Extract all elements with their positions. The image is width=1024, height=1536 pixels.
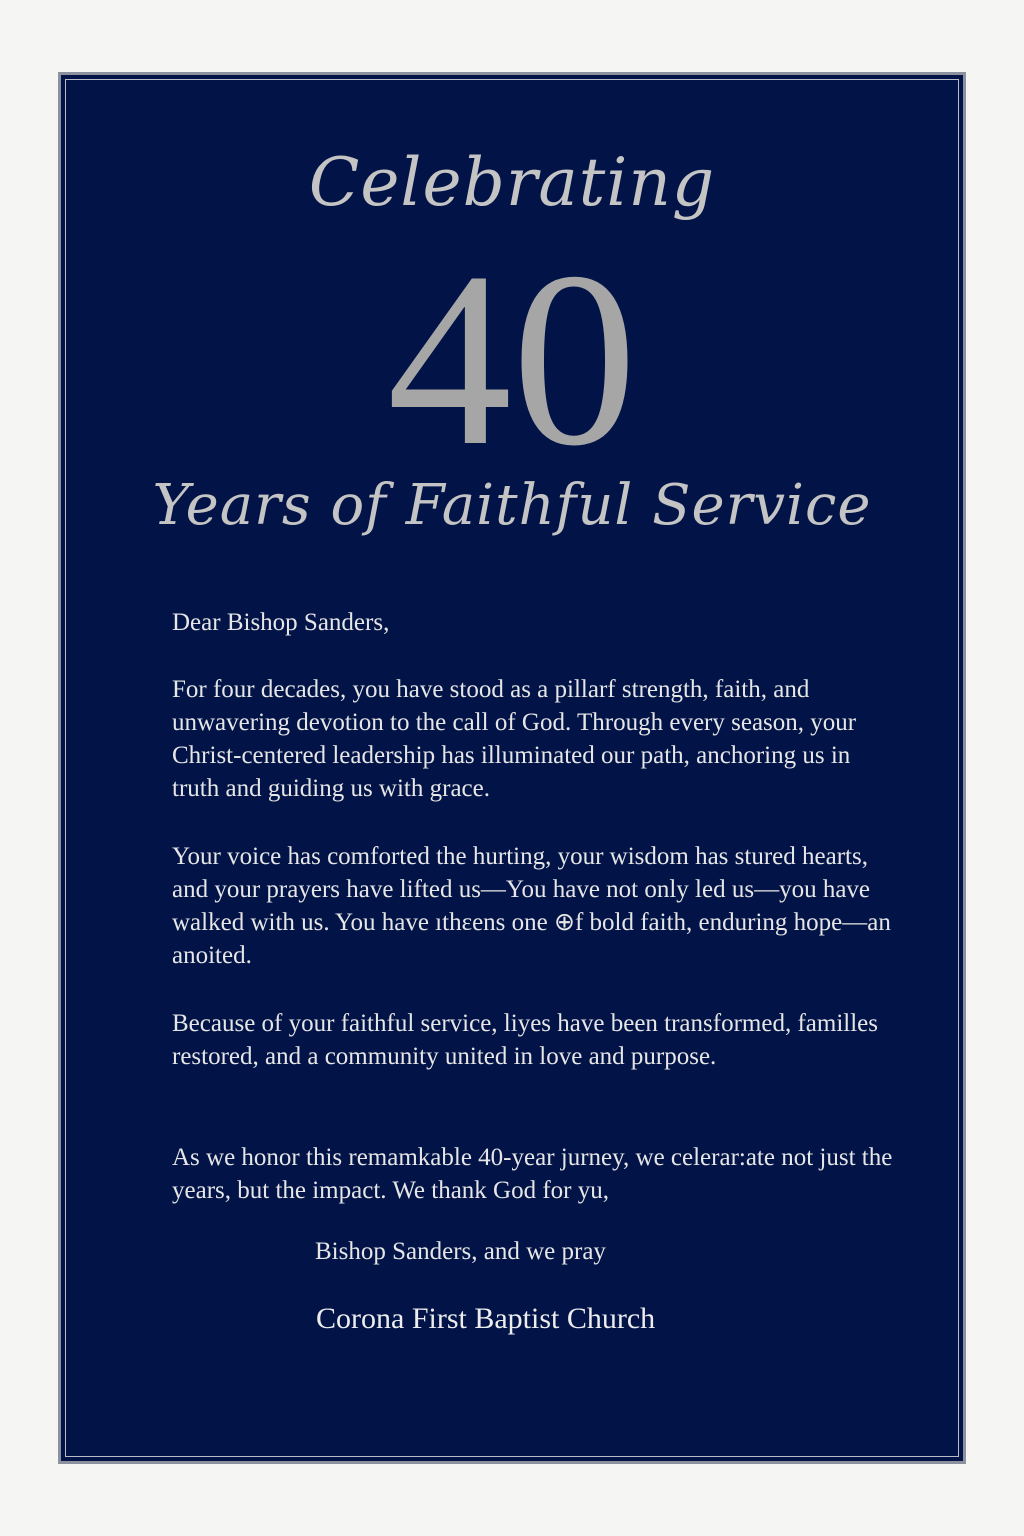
title-anniversary-number: 40: [387, 221, 637, 498]
letter-salutation: Dear Bishop Sanders,: [172, 609, 390, 636]
letter-paragraph-4: As we honor this remamkable 40-year jurney, we celerar:ate not just the years, but the impact. We thank God for yu,: [172, 1144, 893, 1204]
letter-signature: Corona First Baptist Church: [316, 1302, 656, 1335]
letter-closing: Bishop Sanders, and we pray: [315, 1238, 606, 1265]
letter-paragraph-2: Your voice has comforted the hurting, your wisdom has stured hearts, and your prayers have lifted us—You have not only led us—you have walked with us. You have ıthεens one ⊕f bold faith, enduring hope—an anoited.: [172, 843, 891, 969]
letter-paragraph-3: Because of your faithful service, liyes have been transformed, familles restored, and a community united in love and purpose.: [172, 1010, 878, 1070]
title-subtitle: Years of Faithful Service: [152, 473, 872, 538]
title-celebrating: Celebrating: [308, 144, 716, 221]
letter-paragraph-1: For four decades, you have stood as a pillarf strength, faith, and unwavering devotion to the call of God. Through every season, your Christ-centered leadership has illuminated our path, anchoring us in truth and guiding us with grace.: [172, 676, 857, 802]
